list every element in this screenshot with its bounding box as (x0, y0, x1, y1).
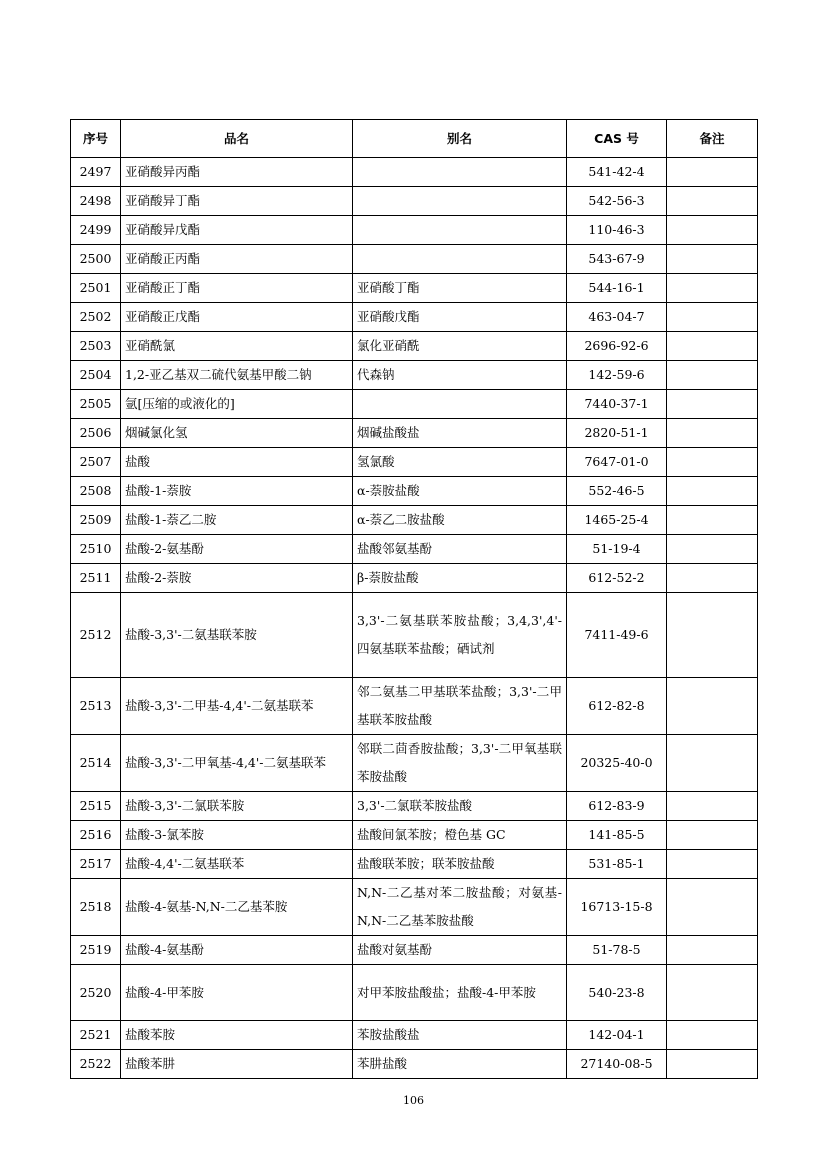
cell-cas-number: 1465-25-4 (567, 506, 667, 535)
cell-cas-number: 542-56-3 (567, 187, 667, 216)
cell-remarks (667, 332, 758, 361)
cell-cas-number: 552-46-5 (567, 477, 667, 506)
table-row (71, 390, 758, 419)
cell-serial-number: 2498 (71, 187, 121, 216)
table-row (71, 849, 758, 878)
table-body (71, 158, 758, 1079)
cell-serial-number: 2504 (71, 361, 121, 390)
cell-serial-number: 2521 (71, 1021, 121, 1050)
cell-cas-number: 543-67-9 (567, 245, 667, 274)
cell-alias: 烟碱盐酸盐 (353, 419, 567, 448)
cell-product-name: 亚硝酸异戊酯 (121, 216, 353, 245)
cell-serial-number: 2507 (71, 448, 121, 477)
cell-product-name: 盐酸-2-萘胺 (121, 564, 353, 593)
cell-alias: N,N-二乙基对苯二胺盐酸；对氨基-N,N-二乙基苯胺盐酸 (353, 878, 567, 935)
cell-cas-number: 540-23-8 (567, 964, 667, 1021)
table-row (71, 1021, 758, 1050)
cell-product-name: 盐酸-1-萘乙二胺 (121, 506, 353, 535)
cell-alias: 对甲苯胺盐酸盐；盐酸-4-甲苯胺 (353, 964, 567, 1021)
cell-cas-number: 612-83-9 (567, 791, 667, 820)
cell-cas-number: 27140-08-5 (567, 1050, 667, 1079)
header-remarks: 备注 (667, 120, 758, 158)
cell-alias: 亚硝酸戊酯 (353, 303, 567, 332)
table-row (71, 677, 758, 734)
cell-remarks (667, 303, 758, 332)
cell-remarks (667, 1021, 758, 1050)
cell-product-name: 盐酸-3-氯苯胺 (121, 820, 353, 849)
cell-alias: 盐酸间氯苯胺；橙色基 GC (353, 820, 567, 849)
cell-remarks (667, 158, 758, 187)
cell-product-name: 亚硝酸异丙酯 (121, 158, 353, 187)
cell-product-name: 盐酸-2-氨基酚 (121, 535, 353, 564)
cell-cas-number: 7440-37-1 (567, 390, 667, 419)
cell-cas-number: 16713-15-8 (567, 878, 667, 935)
cell-serial-number: 2509 (71, 506, 121, 535)
cell-remarks (667, 274, 758, 303)
cell-serial-number: 2512 (71, 593, 121, 678)
header-product-name: 品名 (121, 120, 353, 158)
cell-product-name: 亚硝酸异丁酯 (121, 187, 353, 216)
table-row (71, 332, 758, 361)
cell-serial-number: 2522 (71, 1050, 121, 1079)
cell-alias (353, 187, 567, 216)
table-row (71, 477, 758, 506)
cell-alias: 邻二氨基二甲基联苯盐酸；3,3'-二甲基联苯胺盐酸 (353, 677, 567, 734)
cell-remarks (667, 878, 758, 935)
table-row (71, 419, 758, 448)
table-row (71, 564, 758, 593)
cell-serial-number: 2511 (71, 564, 121, 593)
header-alias: 别名 (353, 120, 567, 158)
cell-cas-number: 7647-01-0 (567, 448, 667, 477)
cell-alias: β-萘胺盐酸 (353, 564, 567, 593)
cell-product-name: 盐酸苯胺 (121, 1021, 353, 1050)
cell-product-name: 盐酸-4,4'-二氨基联苯 (121, 849, 353, 878)
table-row (71, 935, 758, 964)
cell-serial-number: 2519 (71, 935, 121, 964)
cell-serial-number: 2500 (71, 245, 121, 274)
cell-serial-number: 2501 (71, 274, 121, 303)
cell-alias (353, 216, 567, 245)
table-row (71, 820, 758, 849)
cell-serial-number: 2514 (71, 734, 121, 791)
cell-serial-number: 2515 (71, 791, 121, 820)
cell-alias: 苯肼盐酸 (353, 1050, 567, 1079)
cell-remarks (667, 477, 758, 506)
cell-product-name: 亚硝酸正丙酯 (121, 245, 353, 274)
header-row (71, 120, 758, 158)
cell-cas-number: 612-82-8 (567, 677, 667, 734)
cell-cas-number: 612-52-2 (567, 564, 667, 593)
cell-remarks (667, 216, 758, 245)
cell-remarks (667, 361, 758, 390)
cell-alias: 亚硝酸丁酯 (353, 274, 567, 303)
cell-remarks (667, 935, 758, 964)
cell-product-name: 盐酸 (121, 448, 353, 477)
cell-remarks (667, 535, 758, 564)
table-row (71, 187, 758, 216)
cell-product-name: 盐酸-3,3'-二甲基-4,4'-二氨基联苯 (121, 677, 353, 734)
cell-product-name: 盐酸-3,3'-二甲氧基-4,4'-二氨基联苯 (121, 734, 353, 791)
cell-remarks (667, 564, 758, 593)
cell-alias (353, 390, 567, 419)
cell-product-name: 亚硝酸正丁酯 (121, 274, 353, 303)
cell-remarks (667, 245, 758, 274)
cell-cas-number: 51-78-5 (567, 935, 667, 964)
chemical-table (70, 119, 758, 1079)
cell-cas-number: 544-16-1 (567, 274, 667, 303)
table-row (71, 593, 758, 678)
cell-cas-number: 20325-40-0 (567, 734, 667, 791)
cell-remarks (667, 849, 758, 878)
cell-product-name: 盐酸-4-氨基-N,N-二乙基苯胺 (121, 878, 353, 935)
cell-serial-number: 2499 (71, 216, 121, 245)
table-row (71, 964, 758, 1021)
header-serial-number: 序号 (71, 120, 121, 158)
cell-remarks (667, 390, 758, 419)
cell-remarks (667, 448, 758, 477)
cell-alias: 氢氯酸 (353, 448, 567, 477)
cell-alias: α-萘乙二胺盐酸 (353, 506, 567, 535)
cell-cas-number: 141-85-5 (567, 820, 667, 849)
cell-cas-number: 51-19-4 (567, 535, 667, 564)
table-row (71, 535, 758, 564)
cell-product-name: 氩[压缩的或液化的] (121, 390, 353, 419)
cell-serial-number: 2505 (71, 390, 121, 419)
cell-cas-number: 7411-49-6 (567, 593, 667, 678)
cell-serial-number: 2518 (71, 878, 121, 935)
cell-remarks (667, 506, 758, 535)
cell-cas-number: 2820-51-1 (567, 419, 667, 448)
cell-alias: 代森钠 (353, 361, 567, 390)
cell-alias: 盐酸联苯胺；联苯胺盐酸 (353, 849, 567, 878)
cell-alias: 邻联二茴香胺盐酸；3,3'-二甲氧基联苯胺盐酸 (353, 734, 567, 791)
cell-serial-number: 2517 (71, 849, 121, 878)
table-row (71, 216, 758, 245)
cell-cas-number: 541-42-4 (567, 158, 667, 187)
table-row (71, 1050, 758, 1079)
cell-remarks (667, 791, 758, 820)
header-cas-number: CAS 号 (567, 120, 667, 158)
cell-product-name: 盐酸-3,3'-二氯联苯胺 (121, 791, 353, 820)
cell-remarks (667, 1050, 758, 1079)
cell-serial-number: 2513 (71, 677, 121, 734)
cell-remarks (667, 734, 758, 791)
cell-product-name: 烟碱氯化氢 (121, 419, 353, 448)
cell-cas-number: 531-85-1 (567, 849, 667, 878)
cell-serial-number: 2516 (71, 820, 121, 849)
cell-serial-number: 2503 (71, 332, 121, 361)
cell-remarks (667, 964, 758, 1021)
table-row (71, 303, 758, 332)
cell-alias: 3,3'-二氨基联苯胺盐酸；3,4,3',4'-四氨基联苯盐酸；硒试剂 (353, 593, 567, 678)
cell-product-name: 盐酸-4-氨基酚 (121, 935, 353, 964)
cell-alias (353, 158, 567, 187)
cell-alias: 盐酸邻氨基酚 (353, 535, 567, 564)
table-row (71, 158, 758, 187)
cell-serial-number: 2502 (71, 303, 121, 332)
table-header (71, 120, 758, 158)
cell-cas-number: 463-04-7 (567, 303, 667, 332)
cell-alias (353, 245, 567, 274)
cell-product-name: 盐酸苯肼 (121, 1050, 353, 1079)
table-row (71, 506, 758, 535)
cell-remarks (667, 187, 758, 216)
cell-serial-number: 2508 (71, 477, 121, 506)
table-row (71, 274, 758, 303)
cell-cas-number: 2696-92-6 (567, 332, 667, 361)
cell-serial-number: 2506 (71, 419, 121, 448)
cell-remarks (667, 419, 758, 448)
table-row (71, 734, 758, 791)
cell-serial-number: 2510 (71, 535, 121, 564)
cell-serial-number: 2497 (71, 158, 121, 187)
cell-alias: 盐酸对氨基酚 (353, 935, 567, 964)
cell-remarks (667, 677, 758, 734)
cell-alias: α-萘胺盐酸 (353, 477, 567, 506)
cell-product-name: 亚硝酰氯 (121, 332, 353, 361)
cell-product-name: 1,2-亚乙基双二硫代氨基甲酸二钠 (121, 361, 353, 390)
cell-serial-number: 2520 (71, 964, 121, 1021)
table-row (71, 878, 758, 935)
cell-product-name: 盐酸-1-萘胺 (121, 477, 353, 506)
cell-cas-number: 110-46-3 (567, 216, 667, 245)
cell-cas-number: 142-04-1 (567, 1021, 667, 1050)
table-row (71, 361, 758, 390)
table-row (71, 791, 758, 820)
page-number: 106 (403, 1094, 424, 1107)
cell-product-name: 盐酸-4-甲苯胺 (121, 964, 353, 1021)
cell-alias: 苯胺盐酸盐 (353, 1021, 567, 1050)
cell-cas-number: 142-59-6 (567, 361, 667, 390)
cell-remarks (667, 820, 758, 849)
cell-product-name: 盐酸-3,3'-二氨基联苯胺 (121, 593, 353, 678)
table-row (71, 245, 758, 274)
cell-alias: 氯化亚硝酰 (353, 332, 567, 361)
cell-product-name: 亚硝酸正戊酯 (121, 303, 353, 332)
cell-remarks (667, 593, 758, 678)
table-row (71, 448, 758, 477)
cell-alias: 3,3'-二氯联苯胺盐酸 (353, 791, 567, 820)
